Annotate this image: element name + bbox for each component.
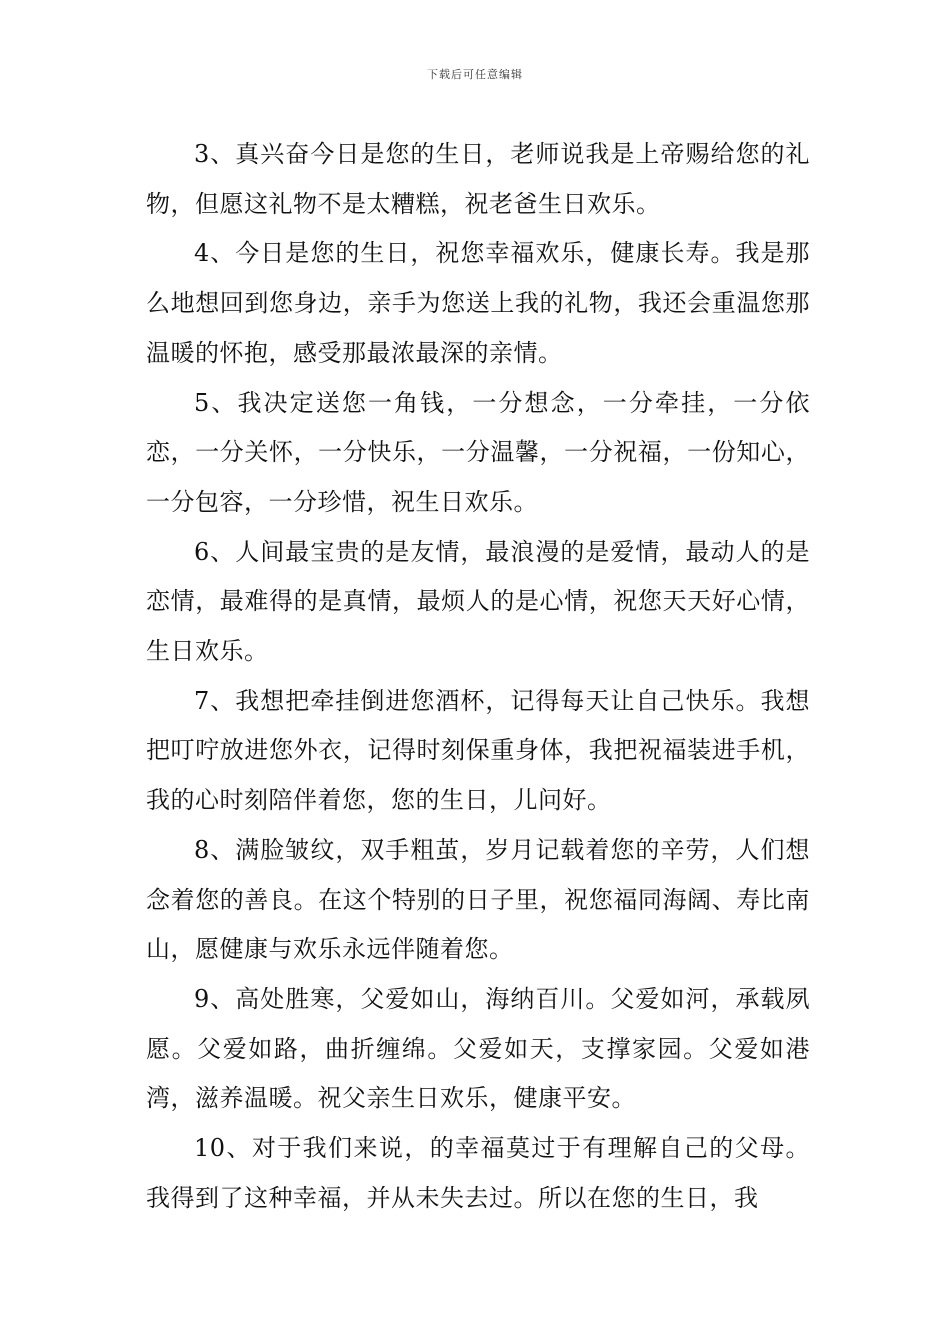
paragraph-8: 8、满脸皱纹，双手粗茧，岁月记载着您的辛劳，人们想念着您的善良。在这个特别的日子里，祝您福同海阔、寿比南山，愿健康与欢乐永远伴随着您。 <box>146 835 810 964</box>
paragraph-5: 5、我决定送您一角钱，一分想念，一分牵挂，一分依恋，一分关怀，一分快乐，一分温馨，一分祝福，一份知心，一分包容，一分珍惜，祝生日欢乐。 <box>146 388 810 516</box>
paragraph-10: 10、对于我们来说，的幸福莫过于有理解自己的父母。我得到了这种幸福，并从未失去过。所以在您的生日，我 <box>146 1134 810 1212</box>
page-header-note: 下载后可任意编辑 <box>427 68 523 81</box>
paragraph-4: 4、今日是您的生日，祝您幸福欢乐，健康长寿。我是那么地想回到您身边，亲手为您送上我的礼物，我还会重温您那温暖的怀抱，感受那最浓最深的亲情。 <box>146 239 810 367</box>
paragraph-9: 9、高处胜寒，父爱如山，海纳百川。父爱如河，承载夙愿。父爱如路，曲折缠绵。父爱如天，支撑家园。父爱如港湾，滋养温暖。祝父亲生日欢乐，健康平安。 <box>146 984 810 1113</box>
paragraph-6: 6、人间最宝贵的是友情，最浪漫的是爱情，最动人的是恋情，最难得的是真情，最烦人的是心情，祝您天天好心情，生日欢乐。 <box>146 537 810 666</box>
paragraph-3: 3、真兴奋今日是您的生日，老师说我是上帝赐给您的礼物，但愿这礼物不是太糟糕，祝老爸生日欢乐。 <box>146 140 810 218</box>
document-body <box>146 130 810 1223</box>
paragraph-7: 7、我想把牵挂倒进您酒杯，记得每天让自己快乐。我想把叮咛放进您外衣，记得时刻保重身体，我把祝福装进手机，我的心时刻陪伴着您，您的生日，儿问好。 <box>146 686 810 815</box>
